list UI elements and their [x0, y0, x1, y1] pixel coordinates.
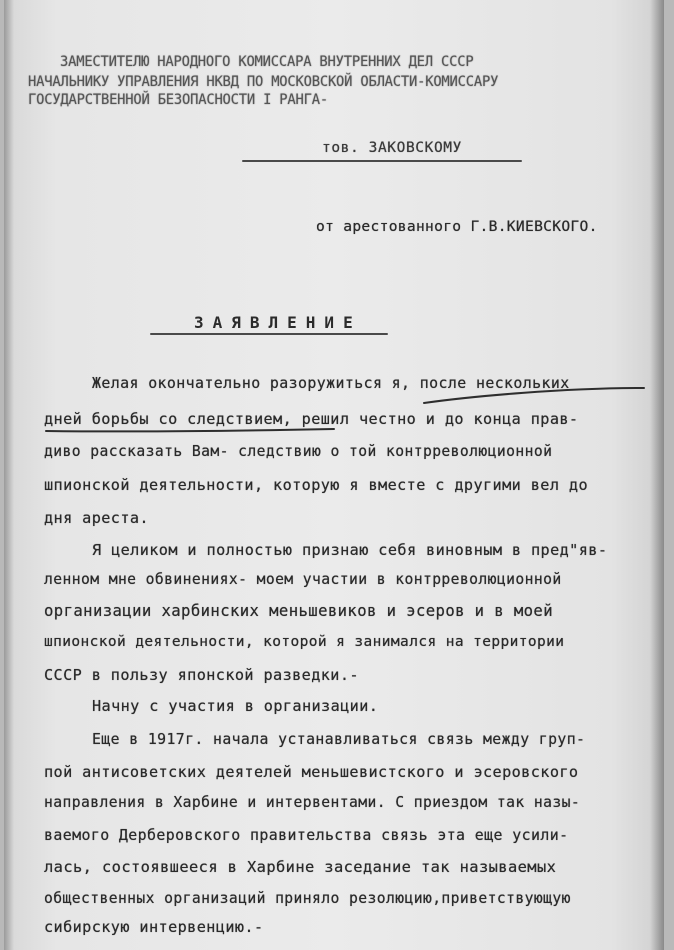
- body-line: направления в Харбине и интервентами. С приездом так назы-: [44, 794, 581, 811]
- pen-underline-marks: [4, 0, 664, 950]
- body-line: Еще в 1917г. начала устанавливаться связь между груп-: [92, 731, 586, 748]
- document-title: ЗАЯВЛЕНИЕ: [194, 313, 362, 332]
- body-line: дня ареста.: [44, 509, 149, 527]
- addressee-line: тов. ЗАКОВСКОМУ: [322, 140, 462, 156]
- body-line: общественных организаций приняло резолюцию,приветствующую: [44, 890, 571, 907]
- body-line: организации харбинских меньшевиков и эсеров и в моей: [44, 602, 553, 620]
- sender-line: от арестованного Г.В.КИЕВСКОГО.: [316, 218, 598, 235]
- body-line: Начну с участия в организации.: [92, 697, 379, 715]
- header-line-3: ГОСУДАРСТВЕННОЙ БЕЗОПАСНОСТИ I РАНГА-: [28, 92, 328, 108]
- body-line: дней борьбы со следствием, решил честно и до конца прав-: [44, 410, 579, 428]
- header-line-1: ЗАМЕСТИТЕЛЮ НАРОДНОГО КОМИССАРА ВНУТРЕННИХ ДЕЛ СССР: [60, 54, 474, 70]
- body-line: лась, состоявшееся в Харбине заседание так называемых: [44, 858, 557, 876]
- body-line: пой антисоветских деятелей меньшевистского и эсеровского: [44, 763, 579, 781]
- body-line: СССР в пользу японской разведки.-: [44, 666, 359, 684]
- body-line: шпионской деятельности, которую я вместе с другими вел до: [44, 476, 588, 494]
- body-line: диво рассказать Вам- следствию о той контрреволюционной: [44, 443, 553, 460]
- body-line: ленном мне обвинениях- моем участии в контрреволюционной: [44, 571, 562, 588]
- body-line: ваемого Дерберовского правительства связь эта еще усили-: [44, 826, 569, 844]
- body-line: сибирскую интервенцию.-: [44, 918, 264, 936]
- header-line-2: НАЧАЛЬНИКУ УПРАВЛЕНИЯ НКВД ПО МОСКОВСКОЙ ОБЛАСТИ-КОМИССАРУ: [28, 74, 499, 90]
- body-line: Желая окончательно разоружиться я, после нескольких: [92, 374, 570, 392]
- body-line: Я целиком и полностью признаю себя виновным в пред"яв-: [92, 541, 608, 559]
- body-line: шпионской деятельности, которой я занимался на территории: [44, 634, 565, 650]
- document-page: [4, 0, 664, 950]
